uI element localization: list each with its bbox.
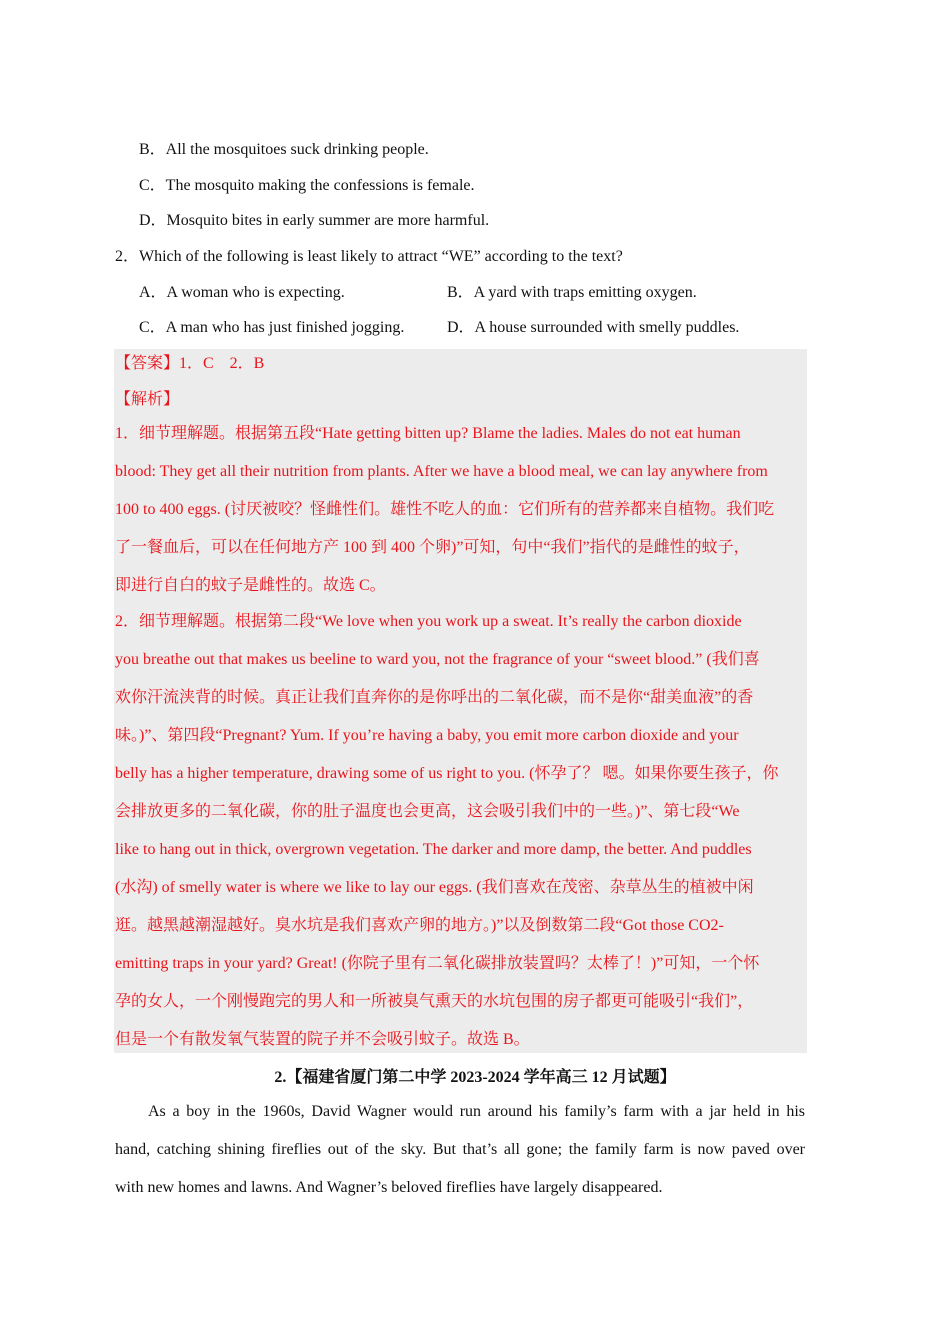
analysis-line: emitting traps in your yard? Great! (你院子里有二氧化碳排放装置吗？太棒了！)”可知，一个怀 [115, 955, 760, 972]
q1-option-c: C．The mosquito making the confessions is female. [139, 177, 475, 194]
passage-line: with new homes and lawns. And Wagner’s beloved fireflies have largely disappeared. [115, 1179, 663, 1196]
analysis-line: (水沟) of smelly water is where we like to lay our eggs. (我们喜欢在茂密、杂草丛生的植被中闲 [115, 879, 754, 896]
analysis-line: 欢你汗流浃背的时候。真正让我们直奔你的是你呼出的二氧化碳，而不是你“甜美血液”的香 [115, 689, 754, 706]
analysis-line: you breathe out that makes us beeline to ward you, not the fragrance of your “sweet blood.” (我们喜 [115, 651, 760, 668]
q2-option-d: D．A house surrounded with smelly puddles. [447, 319, 740, 336]
section2-heading: 2.【福建省厦门第二中学 2023-2024 学年高三 12 月试题】 [274, 1069, 676, 1086]
analysis-line: 即进行自白的蚊子是雌性的。故选 C。 [115, 577, 386, 594]
analysis-line: 孕的女人，一个刚慢跑完的男人和一所被臭气熏天的水坑包围的房子都更可能吸引“我们”， [115, 993, 754, 1010]
passage-line: As a boy in the 1960s, David Wagner would run around his family’s farm with a jar held in his [148, 1103, 805, 1120]
answer-label: 【答案】1．C 2．B [115, 355, 265, 372]
q1-option-d: D．Mosquito bites in early summer are more harmful. [139, 212, 490, 229]
q1-option-b: B．All the mosquitoes suck drinking people. [139, 141, 429, 158]
analysis-label: 【解析】 [115, 391, 180, 408]
analysis-line: 100 to 400 eggs. (讨厌被咬？怪雌性们。雄性不吃人的血：它们所有的营养都来自植物。我们吃 [115, 501, 775, 518]
analysis-line: 会排放更多的二氧化碳，你的肚子温度也会更高，这会吸引我们中的一些。)”、第七段“We [115, 803, 740, 820]
q2-option-a: A．A woman who is expecting. [139, 284, 345, 301]
analysis-line: 逛。越黑越潮湿越好。臭水坑是我们喜欢产卵的地方。)”以及倒数第二段“Got those CO2- [115, 917, 724, 934]
analysis-line: 味。)”、第四段“Pregnant? Yum. If you’re having a baby, you emit more carbon dioxide and your [115, 727, 739, 744]
q2-option-c: C．A man who has just finished jogging. [139, 319, 405, 336]
q2-option-b: B．A yard with traps emitting oxygen. [447, 284, 697, 301]
q2-stem: 2．Which of the following is least likely to attract “WE” according to the text? [115, 248, 623, 265]
analysis-line: belly has a higher temperature, drawing some of us right to you. (怀孕了？ 嗯。如果你要生孩子，你 [115, 765, 779, 782]
analysis-line: 2．细节理解题。根据第二段“We love when you work up a sweat. It’s really the carbon dioxide [115, 613, 742, 630]
analysis-line: 但是一个有散发氧气装置的院子并不会吸引蚊子。故选 B。 [115, 1031, 530, 1048]
analysis-line: like to hang out in thick, overgrown vegetation. The darker and more damp, the better. And puddles [115, 841, 752, 858]
passage-line: hand, catching shining fireflies out of the sky. But that’s all gone; the family farm is now paved over [115, 1141, 805, 1158]
analysis-line: blood: They get all their nutrition from plants. After we have a blood meal, we can lay anywhere from [115, 463, 768, 480]
analysis-line: 1．细节理解题。根据第五段“Hate getting bitten up? Blame the ladies. Males do not eat human [115, 425, 741, 442]
analysis-line: 了一餐血后，可以在任何地方产 100 到 400 个卵)”可知，句中“我们”指代的是雌性的蚊子， [115, 539, 750, 556]
